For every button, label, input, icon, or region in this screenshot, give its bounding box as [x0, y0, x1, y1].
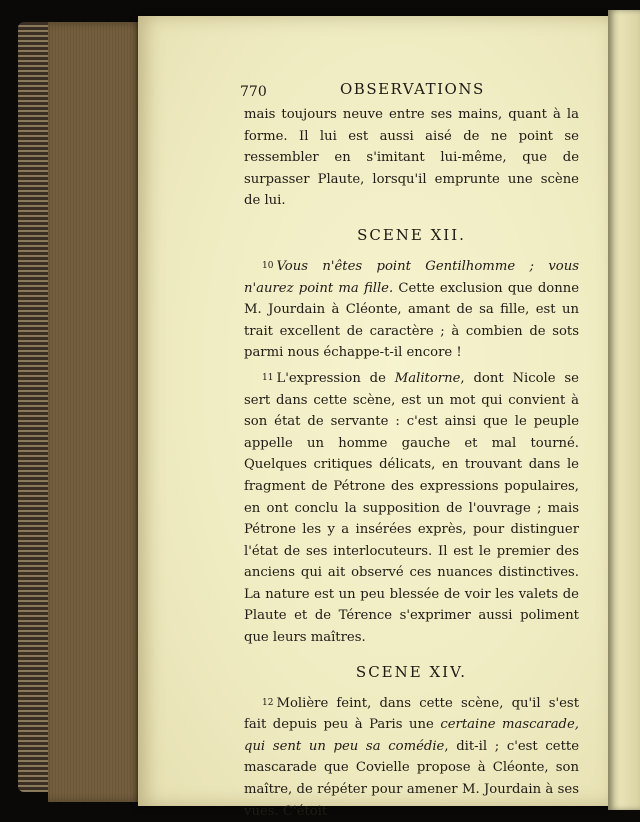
note-text: Cette exclusion que donne M. Jourdain à Cléonte, amant de sa fille, est un trait excellent de caractère ; à combien de sots parmi nous échappe-t-il encore ! [244, 280, 580, 361]
scene-heading-xiv: SCENE XIV. [355, 662, 468, 681]
book-spine [18, 22, 50, 792]
note-text: , dit-il ; c'est cette mascarade que Covielle propose à Cléonte, son maître, de répéter pour amener M. Jourdain à ses vues. C'étoit [244, 738, 579, 819]
page-edges [48, 22, 146, 802]
running-title: OBSERVATIONS [340, 80, 485, 98]
note-quote: certaine mascarade, qui sent un peu sa comédie [244, 717, 579, 754]
note-number: 11 [262, 372, 274, 383]
note-12 [244, 693, 579, 822]
paragraph-continuation: mais toujours neuve entre ses mains, quant à la forme. Il lui est aussi aisé de ne point se ressembler en s'imitant lui-même, que de surpasser Plaute, lorsqu'il emprunte une scène de lui. [244, 107, 579, 209]
note-term: Malitorne [394, 370, 461, 386]
note-number: 12 [262, 697, 274, 708]
page-number: 770 [240, 84, 267, 100]
note-11 [244, 368, 579, 649]
note-quote: Vous n'êtes point Gentilhomme ; vous n'aurez point ma fille. [244, 258, 579, 296]
scene-heading-xii: SCENE XII. [357, 225, 466, 244]
note-text: , dont Nicole se sert dans cette scène, est un mot qui convient à son état de servante : c'est ainsi que le peuple appelle un homme gauche et mal tourné. Quelques critiques délicats, en trouvant dans le fragment de Pétrone des expressions populaires, en ont conclu la supposition de l'ouvrage ; mais Pétrone les y a insérées exprès, pour distinguer l'état de ses interlocuteurs. Il est le premier des anciens qui ait observé ces nuances distinctives. La nature est un peu blessée de voir les valets de Plaute et de Térence s'exprimer aussi poliment que leurs maîtres. [244, 370, 579, 646]
running-head [240, 78, 579, 104]
note-10 [244, 256, 579, 364]
facing-page-edge [608, 10, 640, 810]
note-number: 10 [262, 260, 274, 271]
note-lead: L'expression de [276, 370, 395, 386]
note-lead: Molière feint, dans cette scène, qu'il s'est fait depuis peu à Paris une [244, 695, 579, 733]
page-text [240, 78, 580, 822]
